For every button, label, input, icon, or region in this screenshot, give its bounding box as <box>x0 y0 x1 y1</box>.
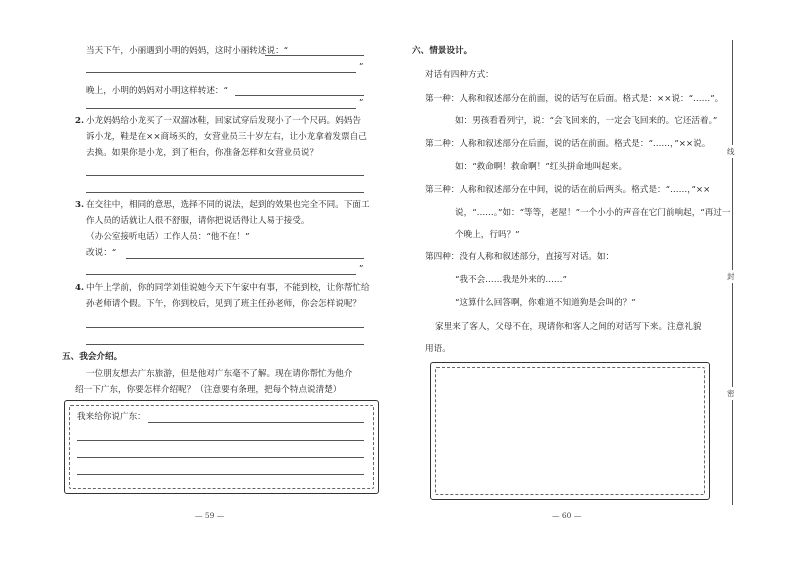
answer-line[interactable] <box>235 95 364 96</box>
method-4-example-2: “这算什么回答啊，你难道不知道狗是会叫的？” <box>455 298 636 308</box>
answer-line[interactable] <box>77 457 364 458</box>
margin-mark-secret: 密 <box>727 389 735 398</box>
method-2-example: 如：“救命啊！救命啊！”红头拼命地叫起来。 <box>455 162 628 172</box>
close-quote: ” <box>359 98 364 108</box>
task-line1: 家里来了客人，父母不在，现请你和客人之间的对话写下来。注意礼貌 <box>435 322 702 332</box>
answer-line[interactable] <box>77 440 364 441</box>
q2-line1: 小龙妈妈给小龙买了一双溜冰鞋，回家试穿后发现小了一个尺码。妈妈告 <box>86 116 362 126</box>
sec5-line1: 一位朋友想去广东旅游，但是他对广东毫不了解。现在请你帮忙为他介 <box>86 369 353 379</box>
page-number: — 59 — <box>195 511 225 520</box>
sec5-line2: 绍一下广东，你要怎样介绍呢？（注意要有条理，把每个特点说清楚） <box>75 385 342 395</box>
answer-box-label: 我来给你说广东： <box>77 412 146 422</box>
q4-line2: 孙老师请个假。下午，你到校后，见到了班主任孙老师，你会怎样说呢？ <box>86 299 362 309</box>
close-quote: ” <box>359 264 364 274</box>
method-3-line2: 说，“……。”如：“等等，老屋！”一个小小的声音在它门前响起，“再过一 <box>455 208 731 218</box>
answer-line[interactable] <box>86 327 364 328</box>
q3-line1: 在交往中，相同的意思，选择不同的说法，起到的效果也完全不同。下面工 <box>86 200 370 210</box>
method-4-example-1: “我不会……我是外来的……” <box>455 275 567 285</box>
answer-line[interactable] <box>86 175 364 176</box>
q3-line2: 作人员的话就让人很不舒服，请你把说话得让人易于接受。 <box>86 216 310 226</box>
q3-line3: （办公室接听电话）工作人员：“他不在！” <box>86 232 250 242</box>
dialogue-box-border <box>435 367 705 495</box>
q1-line1: 当天下午，小丽遇到小明的妈妈，这时小丽转述说：“ <box>86 46 289 56</box>
q2-line2: 诉小龙，鞋是在××商场买的，女营业员三十岁左右，让小龙拿着发票自己 <box>86 132 367 142</box>
q3-line4: 改说：“ <box>86 248 117 258</box>
answer-line[interactable] <box>86 72 356 73</box>
answer-line[interactable] <box>148 422 364 423</box>
method-4: 第四种：没有人称和叙述部分，直接写对话。如： <box>425 252 615 262</box>
margin-mark-seal: 封 <box>727 272 735 281</box>
sec6-intro: 对话有四种方式： <box>425 70 494 80</box>
method-1-example: 如：男孩看看列宁，说：“会飞回来的，一定会飞回来的。它还活着。” <box>455 116 718 126</box>
method-3-line1: 第三种：人称和叙述部分在中间，说的话在前后两头。格式是：“……，”×× <box>425 185 711 195</box>
answer-line[interactable] <box>86 344 364 345</box>
answer-line[interactable] <box>126 258 364 259</box>
task-line2: 用语。 <box>425 344 451 354</box>
q3-number: 3. <box>75 200 84 210</box>
margin-mark-line: 线 <box>727 147 735 156</box>
method-1: 第一种：人称和叙述部分在前面，说的话写在后面。格式是：××说：“……”。 <box>425 94 724 104</box>
answer-line[interactable] <box>86 108 356 109</box>
q2-line3: 去换。如果你是小龙，到了柜台，你准备怎样和女营业员说？ <box>86 148 319 158</box>
answer-line[interactable] <box>265 55 364 56</box>
answer-line[interactable] <box>86 192 364 193</box>
page-number: — 60 — <box>552 511 582 520</box>
answer-line[interactable] <box>86 274 356 275</box>
method-2: 第二种：人称和叙述部分在后面，说的话在前面。格式是：“……，”××说。 <box>425 139 711 149</box>
section-5-title: 五、我会介绍。 <box>62 352 123 362</box>
close-quote: ” <box>359 62 364 72</box>
right-page <box>400 0 800 568</box>
answer-line[interactable] <box>77 474 364 475</box>
q4-line1: 中午上学前，你的同学刘佳说她今天下午家中有事，不能到校，让你帮忙给 <box>86 283 370 293</box>
q2-number: 2. <box>75 116 84 126</box>
section-6-title: 六、情景设计。 <box>412 46 473 56</box>
q4-number: 4. <box>75 283 84 293</box>
q1-line2: 晚上，小明的妈妈对小明这样转述：“ <box>86 86 228 96</box>
method-3-line3: 个晚上，行吗？” <box>455 230 520 240</box>
